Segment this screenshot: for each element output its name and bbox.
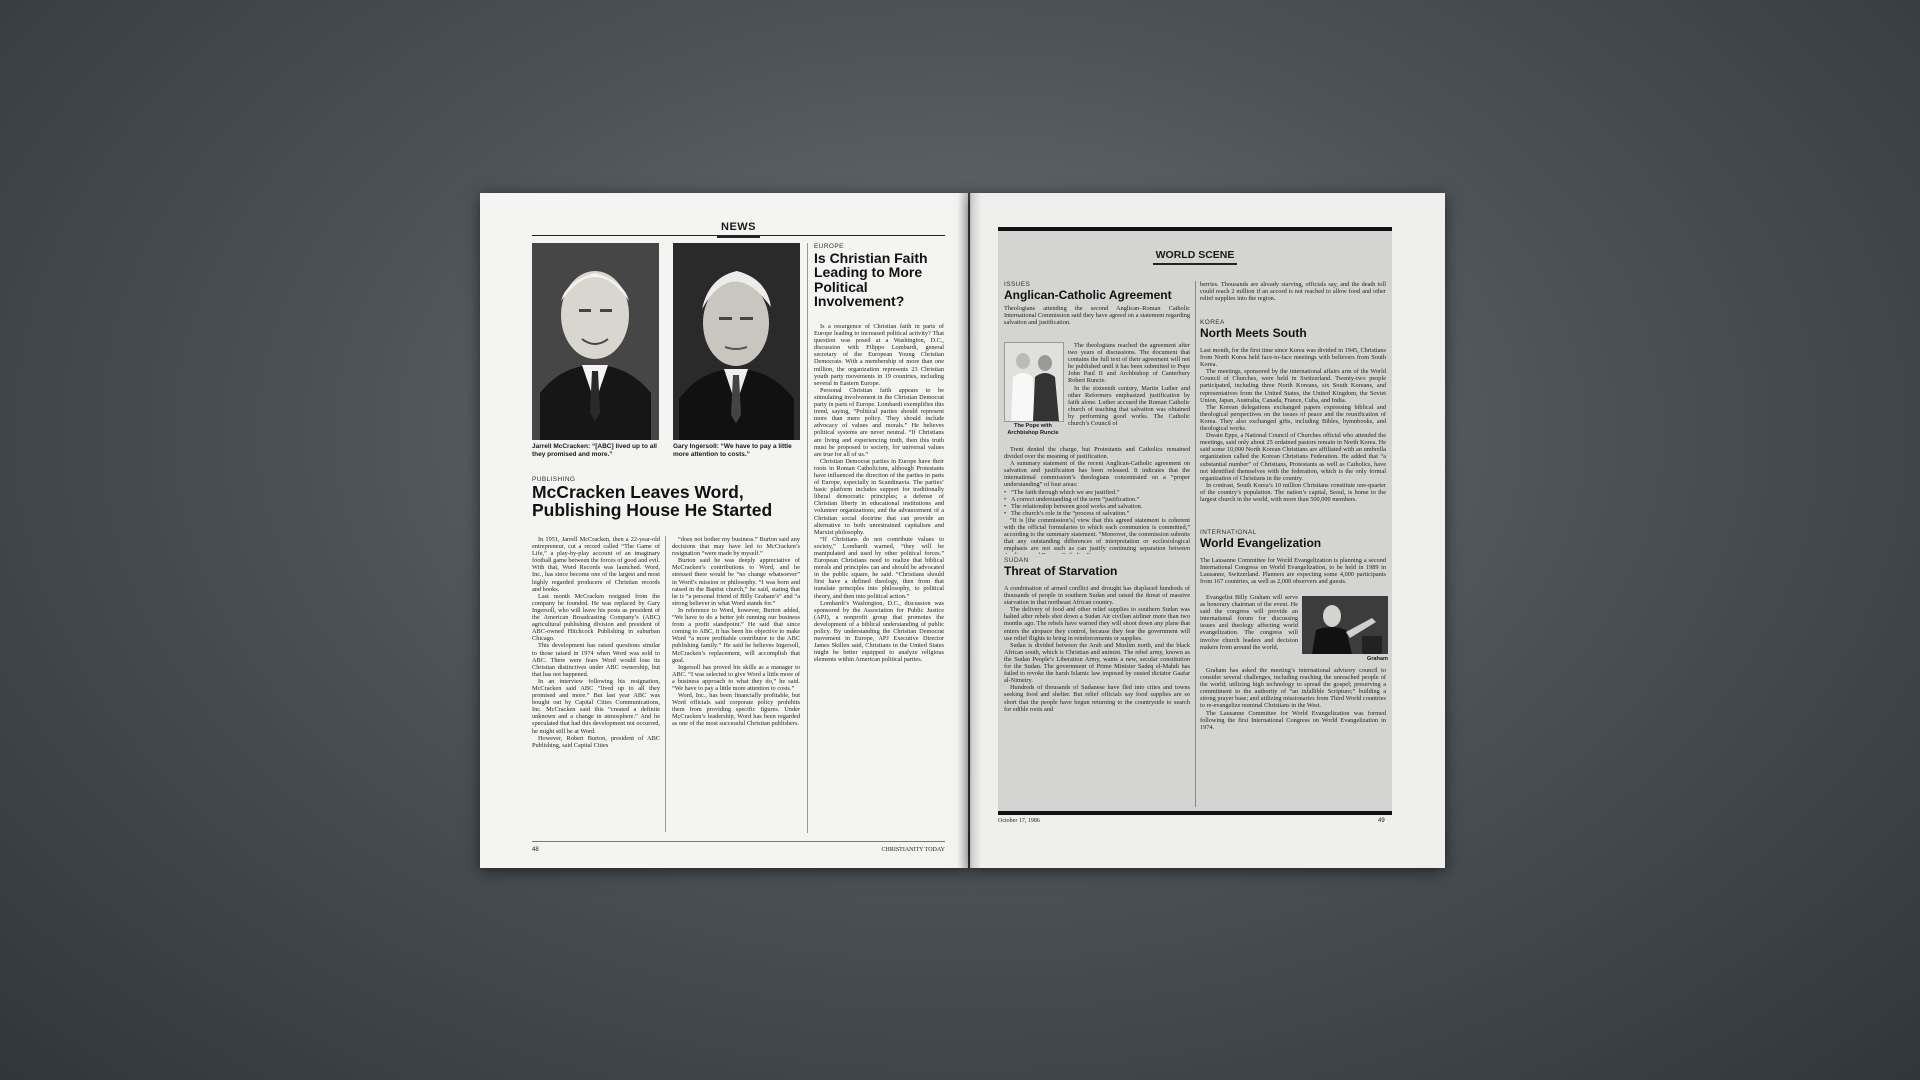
article-headline: Is Christian Faith Leading to More Political Involvement? xyxy=(814,250,928,309)
paragraph: Ingersoll has proved his skills as a manager to ABC. “I was selected to give Word a little more of a business approach to what they do,” he said. “We have to pay a little more attention to costs.” xyxy=(672,663,800,692)
paragraph: Trent denied the charge, but Protestants and Catholics remained divided over the meaning of justification. xyxy=(1004,446,1190,461)
korea-article-body xyxy=(1200,347,1386,527)
mccracken-column-2 xyxy=(672,536,800,832)
article-intro: A combination of armed conflict and drought has displaced hundreds of thousands of people in southern Sudan and raised the threat of massive starvation in that northeast African country. xyxy=(1004,585,1190,607)
anglican-body xyxy=(1004,446,1190,554)
article-headline: Anglican-Catholic Agreement xyxy=(1004,288,1172,302)
article-headline: Threat of Starvation xyxy=(1004,564,1118,578)
paragraph: Lombardi’s Washington, D.C., discussion was sponsored by the Association for Public Justice (APJ), a nonprofit group that promotes the development of a biblical understanding of public policy. By understanding the Christian Democrat movement in Europe, APJ Executive Director James Skillen said, Christians in the United States might be better equipped to analyze religious elements within American political parties. xyxy=(814,599,944,664)
article-kicker: SUDAN xyxy=(1004,557,1029,564)
korea-article-header xyxy=(1200,319,1386,343)
pope-runcie-photo xyxy=(1004,342,1064,422)
list-item: • The church’s role in the “process of salvation.” xyxy=(1004,510,1190,517)
article-headline: McCracken Leaves Word, Publishing House He Started xyxy=(532,482,773,520)
anglican-wrap-text xyxy=(1068,342,1190,446)
europe-article-body xyxy=(814,323,944,833)
paragraph: Personal Christian faith appears to be stimulating involvement in the Christian Democrat party in parts of Europe. Lombardi exemplifies this trend, saying, “Political parties should represent more than mere policy. They should include advocacy of values and morals.” He believes political systems are never neutral. “If Christians are living and experiencing truth, then this truth must be proposed to society, for universal values are true for all of us.” xyxy=(814,386,944,458)
page-number: 48 xyxy=(532,847,539,853)
news-section-header xyxy=(532,217,945,236)
sudan-article-body xyxy=(1004,585,1190,805)
paragraph: In the sixteenth century, Martin Luther and other Reformers emphasized justification by faith alone. Luther accused the Roman Catholic church of teaching that salvation was obtained by performing good works. The Catholic church’s Council of xyxy=(1068,384,1190,428)
list-item: • The relationship between good works and salvation. xyxy=(1004,503,1190,510)
evangelization-article-header xyxy=(1200,529,1386,553)
paragraph: In 1951, Jarrell McCracken, then a 22-year-old entrepreneur, cut a record called “The Game of Life,” a play-by-play account of an imaginary football game between the forces of good and evil. With that, Word Records was launched. Word, Inc., has since become one of the largest and most highly regarded producers of Christian records and books. xyxy=(532,536,660,593)
paragraph: Graham has asked the meeting’s international advisory council to consider several challenges, including reaching the unreached people of the world; utilizing high technology to spread the gospel; preserving a commitment to the authority of “an infallible Scripture;” building a strong prayer base; and utilizing missionaries from Third World countries to re-evangelize nominal Christians in the West. xyxy=(1200,667,1386,710)
europe-article-header xyxy=(814,243,944,312)
column-rule xyxy=(807,243,808,833)
paragraph: The delivery of food and other relief supplies to southern Sudan was halted after rebels shot down a Sudan Air civilian airliner more than two months ago. The rebels have warned they will shoot down any plane that enters the airspace they control, because they fear the government will use relief flights to bring in reinforcements or supplies. xyxy=(1004,606,1190,642)
paragraph: berries. Thousands are already starving, officials say, and the death toll could reach 2 million if an accord is not reached to allow food and other relief supplies into the region. xyxy=(1200,281,1386,303)
paragraph: Hundreds of thousands of Sudanese have fled into cities and towns seeking food and shelter. But relief officials say food supplies are so short that the people have begun returning to the countryside to search for edible roots and xyxy=(1004,684,1190,713)
paragraph: The Lausanne Committee for World Evangelization was formed following the first International Congress on World Evangelization in 1974. xyxy=(1200,709,1386,731)
paragraph: Last month McCracken resigned from the company he founded. He was replaced by Gary Ingersoll, who will leave his posts as president of the American Broadcasting Company’s (ABC) agricultural publishing division and president of ABC-owned Hitchcock Publishing in suburban Chicago. xyxy=(532,592,660,643)
column-rule xyxy=(1195,281,1196,807)
article-kicker: ISSUES xyxy=(1004,281,1031,288)
article-kicker: KOREA xyxy=(1200,319,1225,326)
mccracken-column-1 xyxy=(532,536,660,832)
paragraph: Evangelist Billy Graham will serve as honorary chairman of the event. He said the congress will provide an international forum for discussing issues and theology affecting world evangelization. The congress will involve church leaders and decision makers from around the world. xyxy=(1200,594,1298,651)
paragraph: In an interview following his resignation, McCracken said ABC “lived up to all they promised and more.” But last year ABC was bought out by Capital Cities Communications, Inc. McCracken said this “created a definite unknown and a change in atmosphere.” And he speculated that had this development not occurred, he might still be at Word. xyxy=(532,677,660,735)
paragraph: The meetings, sponsored by the international affairs arm of the World Council of Churches, were held in Switzerland. Twenty-two people participated, including three North Koreans, six South Koreans, and representatives from the United States, the United Kingdom, the Soviet Union, Japan, Australia, Canada, France, Cuba, and India. xyxy=(1200,368,1386,404)
article-intro: Theologians attending the second Anglican–Roman Catholic International Commission said they have agreed on a statement regarding salvation and justification. xyxy=(1004,305,1190,327)
photo-caption-ingersoll: Gary Ingersoll: “We have to pay a little more attention to costs.” xyxy=(673,443,792,458)
paragraph: “does not bother my business.” Burton said any decisions that may have led to McCracken’s resignation “were made by myself.” xyxy=(672,536,800,558)
list-item: • A correct understanding of the term “justification.” xyxy=(1004,496,1190,503)
issue-date: October 17, 1986 xyxy=(998,818,1040,824)
paragraph: Dwain Epps, a National Council of Churches official who attended the meetings, said only about 25 ordained pastors remain in North Korea. He said some 10,000 North Korean Christians are affiliated with an umbrella organization called the Korean Christians Federation. He added that “a substantial number” of Christians, Protestants as well as Catholics, have not identified themselves with the federation, which is the only formal organization of Christians in the country. xyxy=(1200,432,1386,482)
paragraph: This development has raised questions similar to those raised in 1974 when Word was sold to ABC. There were fears Word would lose its Christian distinctives under ABC ownership, but that has not happened. xyxy=(532,642,660,678)
graham-photo xyxy=(1302,596,1388,654)
column-rule xyxy=(665,536,666,832)
right-page xyxy=(970,193,1445,868)
paragraph: Sudan is divided between the Arab and Muslim north, and the black African south, which is Christian and animist. The rebel army, known as the Sudan People’s Liberation Army, wants a new, secular constitution for the Sudan. The government of Prime Minister Sadeq el-Mahdi has failed to revoke the harsh Islamic law imposed by ousted dictator Gaafar al-Nimeiry. xyxy=(1004,641,1190,685)
left-page xyxy=(480,193,968,868)
article-kicker: PUBLISHING xyxy=(532,476,576,483)
section-title: WORLD SCENE xyxy=(1153,249,1238,265)
ingersoll-photo xyxy=(673,243,800,440)
paragraph: The theologians reached the agreement after two years of discussions. The document that contains the full text of their agreement will not be published until it has been submitted to Pope John Paul II and Archbishop of Canterbury Robert Runcie. xyxy=(1068,342,1190,385)
photo-caption-graham: Graham xyxy=(1366,656,1388,662)
page-number: 49 xyxy=(1378,818,1385,824)
paragraph: Last month, for the first time since Korea was divided in 1945, Christians from North Korea held face-to-face meetings with believers from South Korea. xyxy=(1200,347,1386,369)
photo-caption-mccracken: Jarrell McCracken: “[ABC] lived up to all they promised and more.” xyxy=(532,443,657,458)
paragraph: “It is [the commission’s] view that this agreed statement is coherent with the official formularies to which each communion is committed,” according to the summary statement. “Moreover, the commission submits that any outstanding differences of interpretation or ecclesiological emphasis are not such as can justify continuing separation between xyxy=(1004,516,1190,553)
paragraph: Is a resurgence of Christian faith in parts of Europe leading to increased political activity? That question was posed at a Washington, D.C., discussion with Filippo Lombardi, general secretary of the European Young Christian Democrats. With a membership of more than one million, the organization represents 23 Christian youth party movements in 19 countries, including several in Eastern Europe. xyxy=(814,323,944,387)
section-title: NEWS xyxy=(717,221,760,238)
mccracken-photo xyxy=(532,243,659,440)
paragraph: A summary statement of the recent Anglican-Catholic agreement on salvation and justification has been released. It indicates that the international commission’s theologians concentrated on a “proper understanding” of four areas: xyxy=(1004,460,1190,489)
anglican-article-header xyxy=(1004,281,1190,327)
article-kicker: INTERNATIONAL xyxy=(1200,529,1257,536)
paragraph: Burton said he was deeply appreciative of McCracken’s contributions to Word, and he stressed there would be “no change whatsoever” in Word’s mission or philosophy. “I was born and raised in the Baptist church,” he said, stating that he is “a personal friend of Billy Graham’s” and “a strong believer in what Word stands for.” xyxy=(672,557,800,607)
article-headline: World Evangelization xyxy=(1200,536,1322,550)
paragraph: In reference to Word, however, Burton added, “We have to do a better job running our business from a profit standpoint.” He said that since coming to ABC, it has been his objective to make Word “a more profitable contributor to the ABC publishing family.” He said he believes Ingersoll, McCracken’s replacement, will accomplish that goal. xyxy=(672,606,800,664)
article-headline: North Meets South xyxy=(1200,326,1307,340)
sudan-continued xyxy=(1200,281,1386,317)
paragraph: “If Christians do not contribute values to society,” Lombardi warned, “they will be manipulated and used by other political forces.” European Christians need to realize that biblical morals and principles can and should be advocated in the public square, he said. “Christians should first have a defined theology, then from that translate principles into philosophy, to political theory, and then into political action.” xyxy=(814,535,944,600)
evangelization-body xyxy=(1200,667,1386,805)
world-scene-panel xyxy=(998,227,1392,815)
magazine-spread xyxy=(480,193,1445,868)
sudan-article-header xyxy=(1004,557,1190,581)
evangelization-intro xyxy=(1200,557,1386,593)
evangelization-wrap-text xyxy=(1200,594,1298,666)
mccracken-article-header xyxy=(532,476,802,524)
world-scene-header xyxy=(998,245,1392,263)
article-kicker: EUROPE xyxy=(814,243,844,250)
magazine-title: CHRISTIANITY TODAY xyxy=(881,847,945,853)
photo-caption-pope: The Pope with Archbishop Runcie xyxy=(1007,423,1059,436)
paragraph: In contrast, South Korea’s 10 million Christians constitute one-quarter of the country’s population. The nation’s capital, Seoul, is home to the largest church in the world, with more than 500,000 members. xyxy=(1200,481,1386,503)
article-intro: The Lausanne Committee for World Evangelization is planning a second International Congress on World Evangelization, to be held in 1989 in Lausanne, Switzerland. Planners are expecting some 4,000 participants from 167 countries, as well as 2,000 observers and guests. xyxy=(1200,557,1386,586)
paragraph: The Korean delegations exchanged papers expressing biblical and theological perspectives on the issues of peace and the reunification of Korea. They also exchanged gifts, including Bibles, hymnbooks, and theological works. xyxy=(1200,403,1386,433)
list-item: • “The faith through which we are justified.” xyxy=(1004,489,1190,496)
footer-rule xyxy=(532,841,945,842)
paragraph: However, Robert Burton, president of ABC Publishing, said Capital Cities xyxy=(532,734,660,749)
bullet-list xyxy=(1004,489,1190,517)
paragraph: Christian Democrat parties in Europe have their roots in Roman Catholicism, although Protestants have influenced the direction of the parties in parts of Europe, especially in Scandinavia. The parties’ basic platform includes support for traditionally liberal democratic principles; a defense of Christian liberty in educational institutions and volunteer organizations; and the advancement of a Christian social doctrine that can provide an alternative to both unrestrained capitalism and Marxist philosophy. xyxy=(814,457,944,536)
paragraph: Word, Inc., has been financially profitable, but Word officials said corporate policy prohibits them from providing specific figures. Under McCracken’s leadership, Word has been regarded as one of the most successful Christian publishers. xyxy=(672,692,800,728)
